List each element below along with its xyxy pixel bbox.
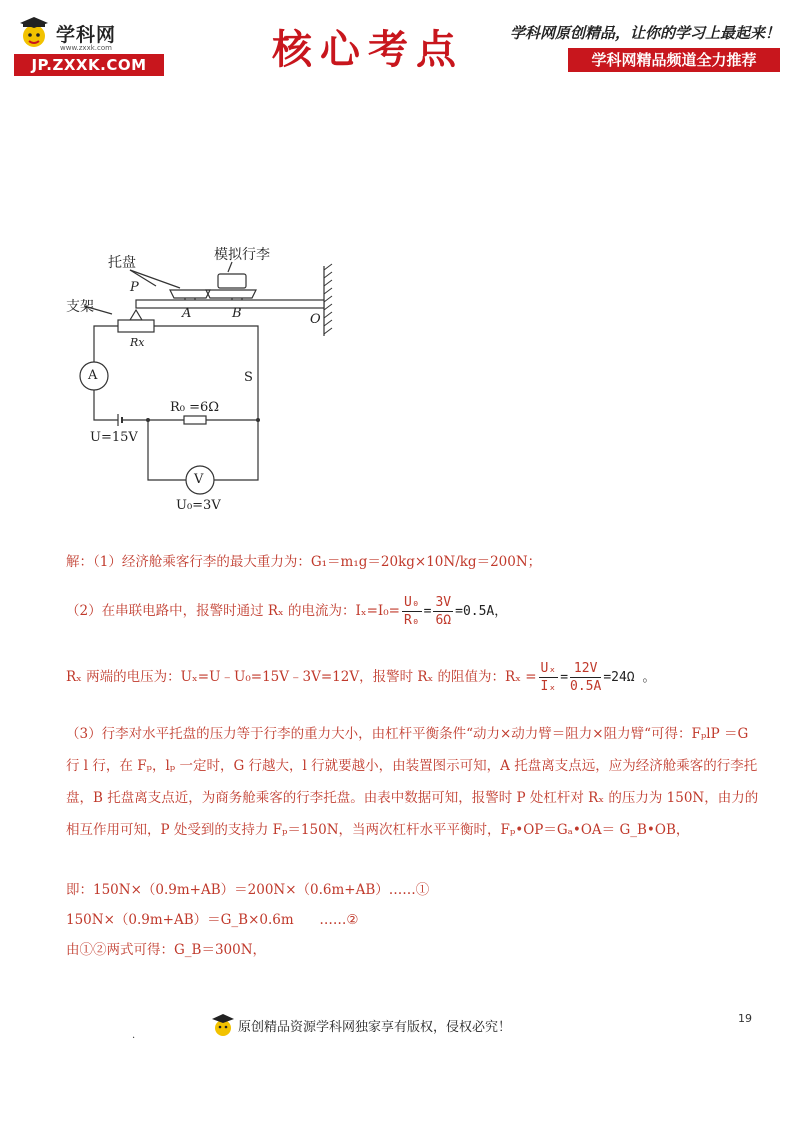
label-o: O [310, 312, 321, 327]
page-header-title: 核心考点 [272, 26, 464, 73]
wall-hatch [324, 264, 332, 334]
fraction-ux-ix [539, 660, 559, 695]
line3-prefix: Rₓ 两端的电压为：Uₓ=U﹣U₀=15V﹣3V=12V，报警时 Rₓ 的阻值为：Rₓ = [66, 669, 537, 685]
solution-result: 由①②两式可得：G_B＝300N， [66, 942, 267, 958]
header-slogan: 学科网原创精品，让你的学习上最起来！ [509, 24, 780, 42]
mascot-icon [14, 14, 54, 54]
logo-name: 学科网 [56, 24, 117, 46]
label-rx: Rx [130, 336, 145, 349]
resistor-rx [118, 320, 154, 332]
label-ammeter: A [88, 368, 98, 383]
fraction-u0-r0 [402, 594, 422, 629]
fraction-3v-6ohm [433, 594, 453, 629]
label-u: U=15V [90, 430, 138, 445]
solution-line-3 [66, 660, 655, 695]
line3-suffix: =24Ω 。 [603, 670, 656, 685]
fraction-num: 3V [435, 595, 452, 610]
equation-2: 150N×（0.9m+AB）＝G_B×0.6m ……② [66, 912, 359, 928]
fraction-num: Uₓ [540, 661, 557, 676]
label-r0: R₀ =6Ω [170, 400, 220, 415]
label-b: B [232, 306, 242, 321]
circuit-diagram [60, 240, 350, 530]
solution-paragraph-3: （3）行李对水平托盘的压力等于行李的重力大小，由杠杆平衡条件“动力×动力臂＝阻力×阻力臂“可得：FₚlP ＝G 行 l 行，在 Fₚ，lₚ 一定时，G 行越大，l 行就要越小，由装置图示可知，A 托盘离支点远，应为经济舱乘客的行李托盘，B 托盘离支点近，为商务舱乘客的行李托盘。由表中数据可知，报警时 P 处杠杆对 Rₓ 的压力为 150N，由力的相互作用可知，P 处受到的支持力 Fₚ＝150N，当两次杠杆水平平衡时，Fₚ•OP＝Gₐ•OA＝ G_B•OB， [66, 726, 759, 838]
fraction-num: U₀ [403, 595, 420, 610]
copyright-notice: 原创精品资源学科网独家享有版权，侵权必究！ [238, 1020, 512, 1035]
fraction-den: 0.5A [570, 679, 602, 694]
label-a: A [182, 306, 192, 321]
equals-sign: = [423, 604, 432, 619]
fraction-num: 12V [570, 660, 601, 678]
logo-mark [14, 14, 164, 54]
circuit-drawing [60, 240, 350, 530]
wire-loop [94, 326, 118, 362]
solution-line-2 [66, 594, 507, 629]
label-luggage: 模拟行李 [214, 247, 270, 263]
page-number: 19 [738, 1012, 752, 1025]
tray-a [170, 290, 210, 298]
label-u0: U₀=3V [176, 498, 221, 513]
logo-url-small: www.zxxk.com [60, 44, 112, 52]
label-tray: 托盘 [108, 255, 136, 271]
label-voltmeter: V [194, 472, 204, 487]
equation-1: 即：150N×（0.9m+AB）＝200N×（0.6m+AB）……① [66, 882, 430, 898]
line2-prefix: （2）在串联电路中，报警时通过 Rₓ 的电流为：Iₓ=I₀= [66, 603, 400, 619]
site-logo [14, 14, 164, 76]
solution-line-1: 解：（1）经济舱乘客行李的最大重力为：G₁＝m₁g＝20kg×10N/kg＝200N； [66, 554, 542, 570]
resistor-r0 [184, 416, 206, 424]
label-p: P [130, 280, 139, 295]
channel-banner[interactable]: 学科网精品频道全力推荐 [568, 48, 780, 72]
pivot-support [130, 310, 142, 320]
equals-sign: = [560, 670, 569, 685]
fraction-12v-05a [570, 660, 601, 695]
footer-dot: . [132, 1030, 136, 1041]
luggage [218, 274, 246, 288]
logo-url[interactable]: JP.ZXXK.COM [14, 54, 164, 76]
lever-bar [136, 300, 324, 308]
fraction-den: 6Ω [435, 613, 452, 628]
fraction-den: Iₓ [540, 679, 557, 694]
fraction-den: R₀ [403, 613, 420, 628]
line2-suffix: =0.5A， [455, 604, 508, 619]
mascot-icon [210, 1012, 236, 1040]
tray-b [206, 290, 256, 298]
label-switch: S [244, 370, 253, 385]
label-support: 支架 [66, 299, 94, 315]
